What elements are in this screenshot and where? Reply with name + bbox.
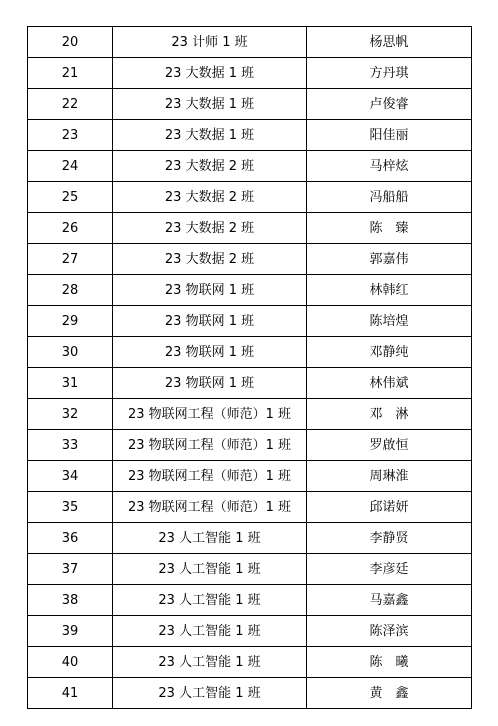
table-row xyxy=(28,182,472,213)
class-name-cell: 23 人工智能 1 班 xyxy=(113,585,307,616)
student-name-cell: 方丹琪 xyxy=(307,58,472,89)
table-row xyxy=(28,151,472,182)
student-roster-table xyxy=(27,26,472,709)
class-name-cell: 23 人工智能 1 班 xyxy=(113,616,307,647)
class-name-cell: 23 物联网工程（师范）1 班 xyxy=(113,461,307,492)
row-number-cell: 32 xyxy=(28,399,113,430)
row-number-cell: 30 xyxy=(28,337,113,368)
student-name-cell: 马嘉鑫 xyxy=(307,585,472,616)
row-number-cell: 21 xyxy=(28,58,113,89)
student-name-cell: 阳佳丽 xyxy=(307,120,472,151)
student-name-cell: 陈泽滨 xyxy=(307,616,472,647)
table-row xyxy=(28,275,472,306)
roster-body xyxy=(28,27,472,709)
table-row xyxy=(28,461,472,492)
student-name-cell: 邓静纯 xyxy=(307,337,472,368)
table-row xyxy=(28,554,472,585)
class-name-cell: 23 大数据 2 班 xyxy=(113,213,307,244)
class-name-cell: 23 物联网 1 班 xyxy=(113,306,307,337)
class-name-cell: 23 物联网 1 班 xyxy=(113,368,307,399)
student-name-cell: 林韩红 xyxy=(307,275,472,306)
table-row xyxy=(28,368,472,399)
row-number-cell: 34 xyxy=(28,461,113,492)
class-name-cell: 23 人工智能 1 班 xyxy=(113,647,307,678)
student-name-cell: 陈 曦 xyxy=(307,647,472,678)
class-name-cell: 23 物联网 1 班 xyxy=(113,275,307,306)
row-number-cell: 23 xyxy=(28,120,113,151)
row-number-cell: 41 xyxy=(28,678,113,709)
student-name-cell: 罗啟恒 xyxy=(307,430,472,461)
student-name-cell: 冯船船 xyxy=(307,182,472,213)
table-row xyxy=(28,306,472,337)
row-number-cell: 25 xyxy=(28,182,113,213)
student-name-cell: 李静贤 xyxy=(307,523,472,554)
student-name-cell: 黄 鑫 xyxy=(307,678,472,709)
class-name-cell: 23 大数据 1 班 xyxy=(113,89,307,120)
class-name-cell: 23 大数据 2 班 xyxy=(113,244,307,275)
row-number-cell: 27 xyxy=(28,244,113,275)
student-name-cell: 邓 淋 xyxy=(307,399,472,430)
class-name-cell: 23 人工智能 1 班 xyxy=(113,678,307,709)
row-number-cell: 31 xyxy=(28,368,113,399)
table-row xyxy=(28,213,472,244)
student-name-cell: 李彦廷 xyxy=(307,554,472,585)
class-name-cell: 23 大数据 2 班 xyxy=(113,151,307,182)
class-name-cell: 23 物联网工程（师范）1 班 xyxy=(113,399,307,430)
table-row xyxy=(28,492,472,523)
row-number-cell: 29 xyxy=(28,306,113,337)
row-number-cell: 38 xyxy=(28,585,113,616)
class-name-cell: 23 物联网工程（师范）1 班 xyxy=(113,430,307,461)
row-number-cell: 40 xyxy=(28,647,113,678)
table-row xyxy=(28,27,472,58)
class-name-cell: 23 大数据 1 班 xyxy=(113,58,307,89)
table-row xyxy=(28,430,472,461)
class-name-cell: 23 计师 1 班 xyxy=(113,27,307,58)
class-name-cell: 23 物联网 1 班 xyxy=(113,337,307,368)
row-number-cell: 36 xyxy=(28,523,113,554)
row-number-cell: 39 xyxy=(28,616,113,647)
student-name-cell: 林伟斌 xyxy=(307,368,472,399)
student-name-cell: 周琳淮 xyxy=(307,461,472,492)
row-number-cell: 24 xyxy=(28,151,113,182)
table-row xyxy=(28,647,472,678)
class-name-cell: 23 物联网工程（师范）1 班 xyxy=(113,492,307,523)
class-name-cell: 23 大数据 1 班 xyxy=(113,120,307,151)
table-row xyxy=(28,244,472,275)
table-row xyxy=(28,337,472,368)
row-number-cell: 22 xyxy=(28,89,113,120)
table-row xyxy=(28,399,472,430)
row-number-cell: 35 xyxy=(28,492,113,523)
row-number-cell: 33 xyxy=(28,430,113,461)
student-name-cell: 郭嘉伟 xyxy=(307,244,472,275)
row-number-cell: 28 xyxy=(28,275,113,306)
student-name-cell: 马梓炫 xyxy=(307,151,472,182)
table-row xyxy=(28,678,472,709)
class-name-cell: 23 大数据 2 班 xyxy=(113,182,307,213)
table-row xyxy=(28,616,472,647)
table-row xyxy=(28,585,472,616)
table-row xyxy=(28,523,472,554)
table-row xyxy=(28,89,472,120)
student-name-cell: 卢俊睿 xyxy=(307,89,472,120)
student-name-cell: 陈培煌 xyxy=(307,306,472,337)
class-name-cell: 23 人工智能 1 班 xyxy=(113,523,307,554)
student-name-cell: 陈 臻 xyxy=(307,213,472,244)
class-name-cell: 23 人工智能 1 班 xyxy=(113,554,307,585)
row-number-cell: 37 xyxy=(28,554,113,585)
table-row xyxy=(28,58,472,89)
student-name-cell: 邱诺妍 xyxy=(307,492,472,523)
row-number-cell: 20 xyxy=(28,27,113,58)
table-row xyxy=(28,120,472,151)
document-page xyxy=(27,26,471,709)
student-name-cell: 杨思帆 xyxy=(307,27,472,58)
row-number-cell: 26 xyxy=(28,213,113,244)
